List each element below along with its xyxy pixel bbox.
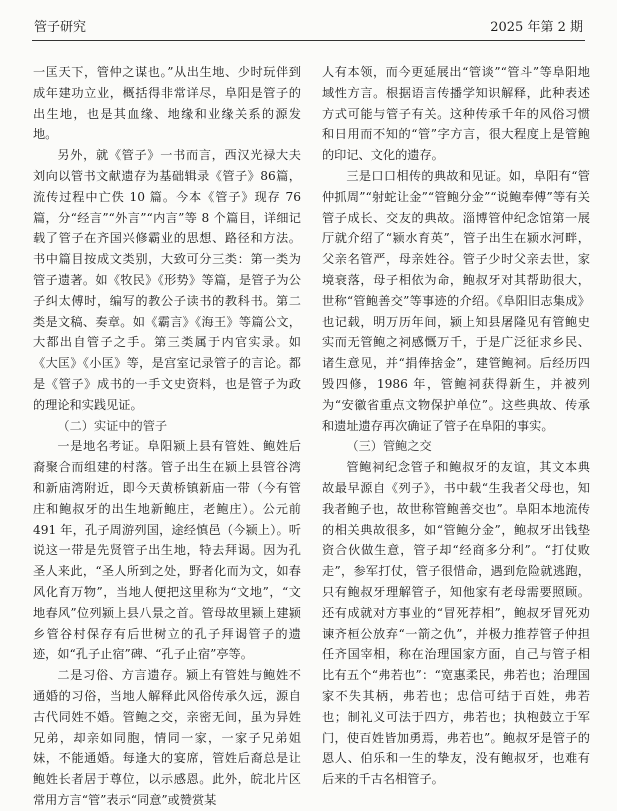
paragraph: 人有本领，而今更延展出“管谈”“管斗”等阜阳地域性方言。根据语言传播学知识解释，此种表述方式可能与管子有关。这种传承千年的风俗习惯和日用而不知的“管”字方言，很大程度上是管鲍的印记、文化的遗存。 (322, 65, 590, 163)
section-heading: （二）实证中的管子 (57, 418, 168, 433)
running-header (32, 18, 585, 41)
paragraph: 二是习俗、方言遗存。颍上有管姓与鲍姓不通婚的习俗，当地人解释此风俗传承久远，源自古代同姓不婚。管鲍之交，亲密无间，虽为异姓兄弟，却亲如同胞，情同一家，一家子兄弟姐妹，不能通婚。每逢大的宴席，管姓后裔总是让鲍姓长者居于尊位，以示感恩。此外，皖北片区常用方言“管”表示“同意”或赞赏某 (33, 668, 301, 807)
paragraph: 一匡天下，管仲之谋也。”从出生地、少时玩伴到成年建功立业，概括得非常详尽，阜阳是管子的出生地，也是其血缘、地缘和业缘关系的源发地。 (33, 65, 301, 142)
paragraph: 另外，就《管子》一书而言，西汉光禄大夫刘向以管书文献遗存为基础辑录《管子》86篇，流传过程中亡佚 10 篇。今本《管子》现存 76 篇，分“经言”“外言”“内言”等 8 个篇目，详细记载了管子在齐国兴修霸业的思想、路径和方法。书中篇目按成文类别，大致可分三类：第一类为管子遗著。如《牧民》《形势》等篇，是管子为公子纠太傅时，编写的教公子读书的教科书。第二类是文稿、奏章。如《霸言》《海王》等篇公文，大都出自管子之手。第三类属于内官实录。如《大匡》《小匡》等，是宫室记录管子的言论。都是《管子》成书的一手文史资料，也是管子为政的理论和实践见证。 (33, 148, 301, 412)
issue-number: 2025 年第 2 期 (490, 20, 583, 35)
journal-title: 管子研究 (34, 20, 87, 35)
left-column (33, 62, 301, 811)
right-column (322, 62, 590, 790)
paragraph: 三是口口相传的典故和见证。如，阜阳有“管仲抓周”“射蛇让金”“管鲍分金”“说鲍奉傅”等有关管子成长、交友的典故。淄博管仲纪念馆第一展厅就介绍了“颍水育英”，管子出生在颍水河畔，父亲名管严，母亲姓谷。管子少时父亲去世，家境衰落，母子相依为命，鲍叔牙对其帮助很大，世称“管鲍善交”等事迹的介绍。《阜阳旧志集成》也记载，明万历年间，颍上知县屠隆见有管鲍史实而无管鲍之祠感慨万千，于是广泛征求乡民、诸生意见，并“捐俸捨金”，建管鲍祠。后经历四毁四修，1986 年，管鲍祠获得新生，并被列为“安徽省重点文物保护单位”。这些典故、传承和遗址遗存再次确证了管子在阜阳的事实。 (322, 168, 590, 433)
paragraph: 一是地名考证。阜阳颍上县有管姓、鲍姓后裔聚合而组建的村落。管子出生在颍上县管谷湾和新庙湾附近，即今天黄桥镇新庙一带（今有管庄和鲍叔牙的出生地新鲍庄，老鲍庄）。公元前 491 年，孔子周游列国，途经慎邑（今颍上）。听说这一带是先贤管子出生地，特去拜谒。因为孔圣人来此，“圣人所到之处，野者化而为文，如春风化育万物”，当地人便把这里称为“文地”，“文地春风”位列颍上县八景之首。管母故里颍上建颍乡管谷村保存有后世树立的孔子拜谒管子的遗迹，如“孔子止宿”碑、“孔子止宿”亭等。 (33, 439, 301, 662)
section-heading: （三）管鲍之交 (346, 439, 432, 454)
paragraph: 管鲍祠纪念管子和鲍叔牙的友谊，其文本典故最早源自《列子》，书中载“生我者父母也，知我者鲍子也，故世称管鲍善交也”。阜阳本地流传的相关典故很多，如“管鲍分金”，鲍叔牙出钱垫资合伙做生意，管子却“经商多分利”。“打仗败走”，参军打仗，管子很惜命，遇到危险就逃跑，只有鲍叔牙理解管子，知他家有老母需要照顾。还有成就对方事业的“冒死荐相”，鲍叔牙冒死劝谏齐桓公放弃“一箭之仇”，并极力推荐管子仲担任齐国宰相，称在治理国家方面，自己与管子相比有五个“弗若也”：“宽惠柔民，弗若也；治理国家不失其柄，弗若也；忠信可结于百姓，弗若也；制礼义可法于四方，弗若也；执枹鼓立于军门，使百姓皆加勇焉，弗若也”。鲍叔牙是管子的恩人、伯乐和一生的挚友，没有鲍叔牙，也难有后来的千古名相管子。 (322, 460, 590, 787)
